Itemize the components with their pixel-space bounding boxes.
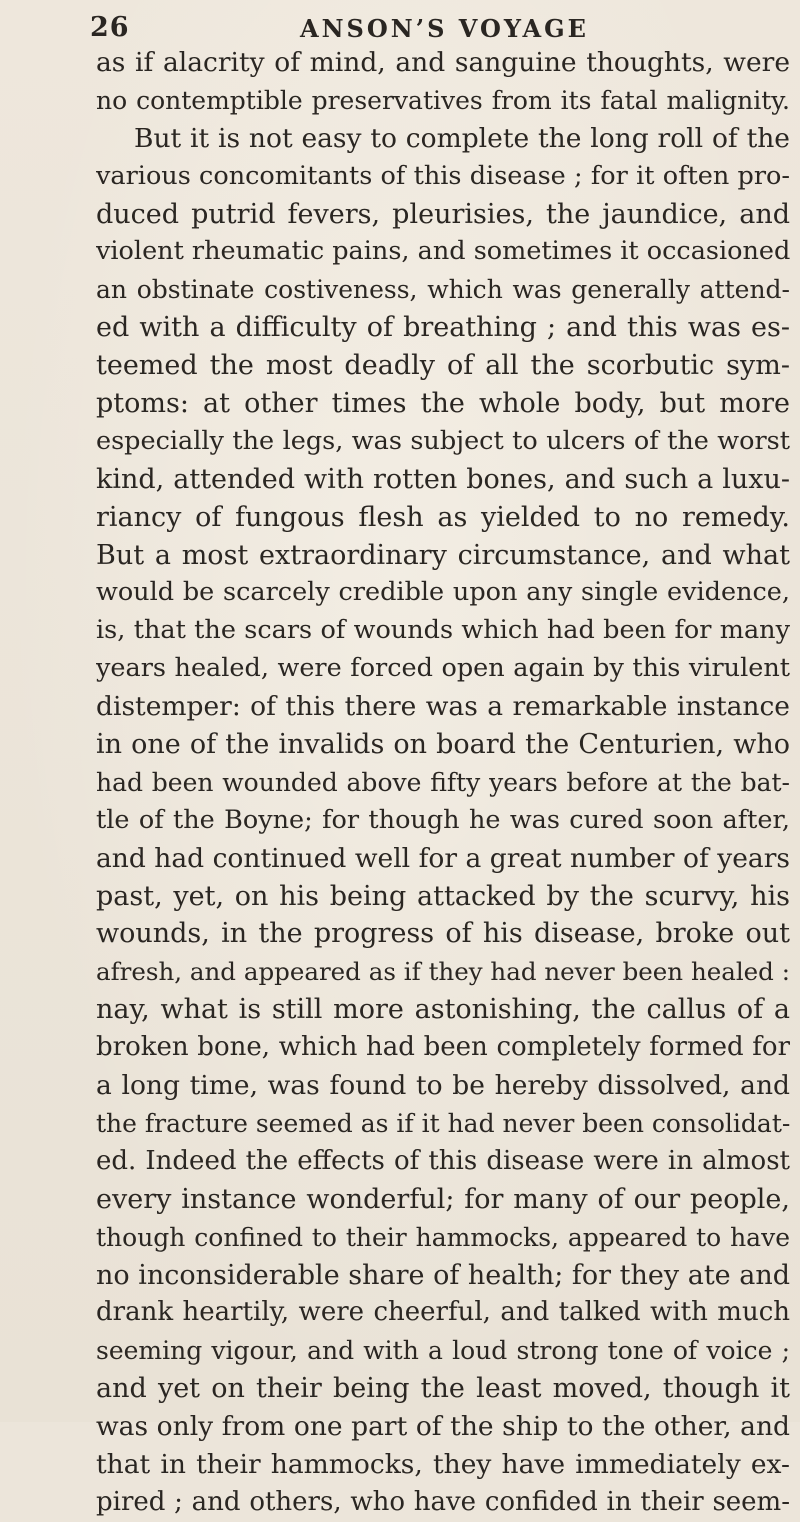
- text-line: tle of the Boyne; for though he was cured soon after,: [96, 804, 790, 835]
- text-line: no inconsiderable share of health; for they ate and: [96, 1259, 790, 1291]
- running-title: ANSON’S VOYAGE: [300, 14, 589, 43]
- text-line: and yet on their being the least moved, though it: [96, 1373, 790, 1405]
- text-line: pired ; and others, who have confided in their seem-: [96, 1486, 790, 1517]
- text-line: seeming vigour, and with a loud strong tone of voice ;: [96, 1336, 790, 1366]
- text-line: every instance wonderful; for many of our people,: [96, 1183, 790, 1215]
- text-line: especially the legs, was subject to ulcers of the worst: [96, 425, 790, 456]
- text-line: violent rheumatic pains, and sometimes it occasioned: [96, 236, 790, 267]
- text-line: had been wounded above fifty years before at the bat-: [96, 767, 790, 797]
- text-line: kind, attended with rotten bones, and such a luxu-: [96, 463, 790, 495]
- text-line: nay, what is still more astonishing, the callus of a: [96, 994, 790, 1026]
- body-text: [96, 44, 790, 1522]
- text-line: that in their hammocks, they have immediately ex-: [96, 1448, 790, 1480]
- text-line: drank heartily, were cheerful, and talked with much: [96, 1297, 790, 1328]
- text-line: But it is not easy to complete the long roll of the: [134, 122, 790, 154]
- text-line: is, that the scars of wounds which had been for many: [96, 615, 790, 646]
- text-line: broken bone, which had been completely formed for: [96, 1032, 790, 1063]
- text-line: the fracture seemed as if it had never been consolidat-: [96, 1108, 790, 1138]
- text-line: years healed, were forced open again by this virulent: [96, 653, 790, 684]
- text-line: a long time, was found to be hereby dissolved, and: [96, 1070, 790, 1102]
- text-line: ed. Indeed the effects of this disease were in almost: [96, 1145, 790, 1176]
- text-line: ptoms: at other times the whole body, but more: [96, 388, 790, 420]
- text-line: an obstinate costiveness, which was generally attend-: [96, 275, 790, 305]
- page-number: 26: [90, 12, 130, 43]
- text-line: distemper: of this there was a remarkable instance: [96, 691, 790, 723]
- text-line: in one of the invalids on board the Centurien, who: [96, 729, 790, 761]
- text-line: various concomitants of this disease ; for it often pro-: [96, 160, 790, 191]
- text-line: past, yet, on his being attacked by the scurvy, his: [96, 880, 790, 912]
- text-line: though confined to their hammocks, appeared to have: [96, 1222, 790, 1252]
- text-line: ed with a difficulty of breathing ; and this was es-: [96, 312, 790, 344]
- text-line: But a most extraordinary circumstance, and what: [96, 539, 790, 571]
- text-line: was only from one part of the ship to the other, and: [96, 1411, 790, 1443]
- text-line: and had continued well for a great number of years: [96, 842, 790, 874]
- text-line: riancy of fungous flesh as yielded to no remedy.: [96, 501, 790, 533]
- text-line: duced putrid fevers, pleurisies, the jaundice, and: [96, 198, 790, 230]
- text-line: teemed the most deadly of all the scorbutic sym-: [96, 350, 790, 382]
- text-line: would be scarcely credible upon any single evidence,: [96, 577, 790, 608]
- text-line: wounds, in the progress of his disease, broke out: [96, 918, 790, 950]
- text-line: afresh, and appeared as if they had never been healed :: [96, 957, 790, 987]
- text-line: as if alacrity of mind, and sanguine thoughts, were: [96, 47, 790, 78]
- running-head: [90, 12, 790, 46]
- text-line: no contemptible preservatives from its fatal malignity.: [96, 85, 790, 115]
